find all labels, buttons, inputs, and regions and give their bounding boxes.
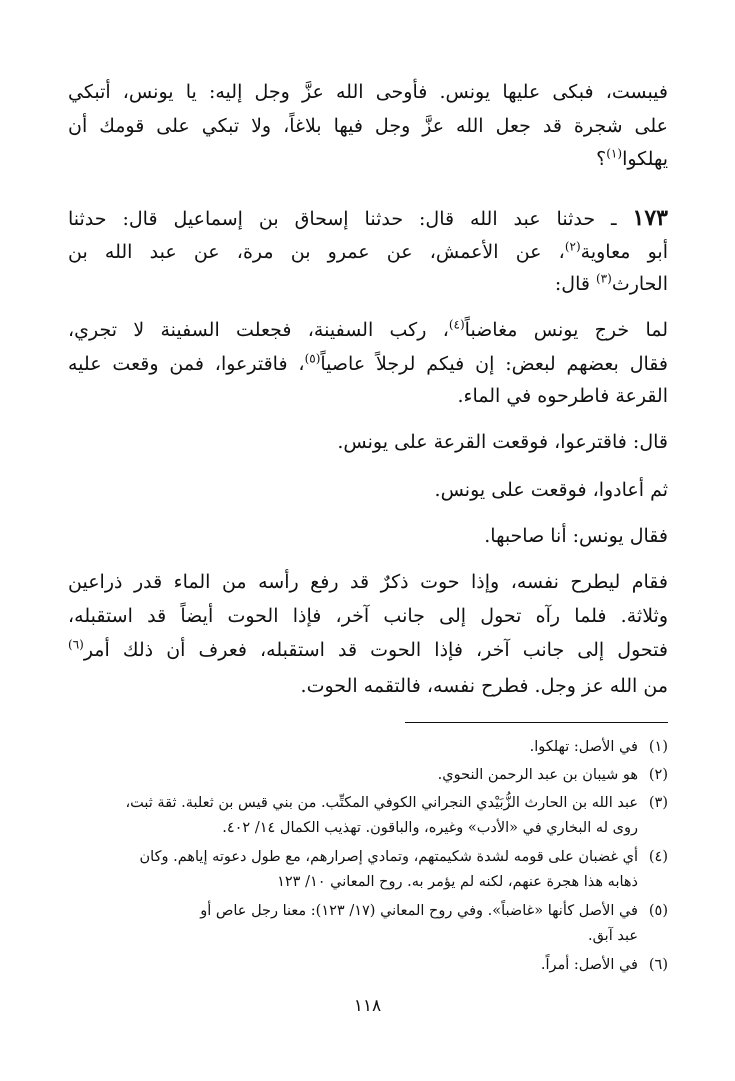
- body-text: ، فاقترعوا، فمن وقعت عليه: [68, 353, 305, 375]
- body-text: ؟: [596, 148, 607, 170]
- body-text: ـ حدثنا عبد الله قال: حدثنا إسحاق بن إسماعيل قال: حدثنا: [68, 208, 617, 230]
- footnote-text: في الأصل: أمراً.: [540, 957, 638, 973]
- body-text: فتحول إلى جانب آخر، فإذا الحوت قد استقبله، فعرف أن ذلك أمر: [83, 639, 668, 661]
- body-line: ثم أعادوا، فوقعت على يونس.: [434, 479, 668, 501]
- footnote-ref[interactable]: (٣): [595, 271, 612, 286]
- footnote-continuation: عبد آبق.: [587, 928, 638, 944]
- footnote-text: في الأصل كأنها «غاضباً». وفي روح المعاني (١٧/ ١٢٣): معنا رجل عاص أو: [200, 903, 638, 919]
- footnote-text: أي غضبان على قومه لشدة شكيمتهم، وتمادي إصرارهم، مع طول دعوته إياهم. وكان: [139, 849, 638, 865]
- footnote-number: (٣): [648, 795, 668, 811]
- footnote: [68, 846, 668, 869]
- body-line: [68, 145, 668, 175]
- footnote: [68, 764, 668, 787]
- footnote-divider: [405, 722, 668, 723]
- footnote-continuation: روى له البخاري في «الأدب» وغيره، والباقون. تهذيب الكمال ١٤/ ٤٠٢.: [222, 820, 638, 836]
- body-text: يهلكوا: [622, 148, 668, 170]
- body-line: فقام ليطرح نفسه، وإذا حوت ذكرٌ قد رفع رأسه من الماء قدر ذراعين: [68, 571, 668, 593]
- body-line: القرعة فاطرحوه في الماء.: [457, 385, 668, 407]
- body-text: ، عن الأعمش، عن عمرو بن مرة، عن عبد الله بن: [68, 241, 565, 263]
- footnote-text: هو شيبان بن عبد الرحمن النحوي.: [437, 767, 638, 783]
- body-line: على شجرة قد جعل الله عزَّ وجل فيها بلاغاً، ولا تبكي على قومك أن: [68, 115, 668, 137]
- body-line: قال: فاقترعوا، فوقعت القرعة على يونس.: [337, 431, 668, 453]
- footnote-number: (١): [648, 739, 668, 755]
- body-line: فقال يونس: أنا صاحبها.: [484, 525, 668, 547]
- hadith-number: ١٧٣: [632, 205, 668, 231]
- footnote-ref[interactable]: (٢): [564, 239, 581, 254]
- footnote-ref[interactable]: (١): [606, 146, 623, 161]
- body-line: [68, 636, 668, 666]
- footnote: [68, 954, 668, 977]
- body-line: [68, 316, 668, 346]
- body-line: [68, 350, 668, 380]
- footnote-ref[interactable]: (٦): [68, 637, 84, 652]
- page-number: ١١٨: [353, 996, 382, 1016]
- body-line: [68, 238, 668, 268]
- footnote-number: (٦): [648, 957, 668, 973]
- footnote: [68, 900, 668, 923]
- body-text: لما خرج يونس مغاضباً: [464, 319, 669, 341]
- body-line: وثلاثة. فلما رآه تحول إلى جانب آخر، فإذا الحوت أيضاً قد استقبله،: [68, 605, 668, 627]
- footnote-number: (٢): [648, 767, 668, 783]
- footnote-number: (٥): [648, 903, 668, 919]
- footnote: [68, 736, 668, 759]
- body-text: ، ركب السفينة، فجعلت السفينة لا تجري،: [68, 319, 449, 341]
- footnote-text: في الأصل: تهلكوا.: [529, 739, 638, 755]
- footnote-text: عبد الله بن الحارث الزُّبَيْدي النجراني الكوفي المكتِّب. من بني قيس بن ثعلبة. ثقة ثبت،: [125, 795, 638, 811]
- body-text: قال:: [554, 273, 596, 295]
- hadith-line: [68, 204, 668, 234]
- footnote-continuation: ذهابه هذا هجرة عنهم، لكنه لم يؤمر به. روح المعاني ١٠/ ١٢٣: [277, 874, 638, 890]
- body-text: الحارث: [611, 273, 668, 295]
- footnote-number: (٤): [648, 849, 668, 865]
- footnote-ref[interactable]: (٥): [304, 351, 321, 366]
- body-line: [68, 270, 668, 300]
- body-line: من الله عز وجل. فطرح نفسه، فالتقمه الحوت.: [300, 675, 668, 697]
- body-text: فقال بعضهم لبعض: إن فيكم لرجلاً عاصياً: [320, 353, 668, 375]
- body-text: أبو معاوية: [580, 241, 668, 263]
- body-line: فيبست، فبكى عليها يونس. فأوحى الله عزَّ وجل إليه: يا يونس، أتبكي: [68, 81, 668, 103]
- footnote: [68, 792, 668, 815]
- footnote-ref[interactable]: (٤): [448, 317, 465, 332]
